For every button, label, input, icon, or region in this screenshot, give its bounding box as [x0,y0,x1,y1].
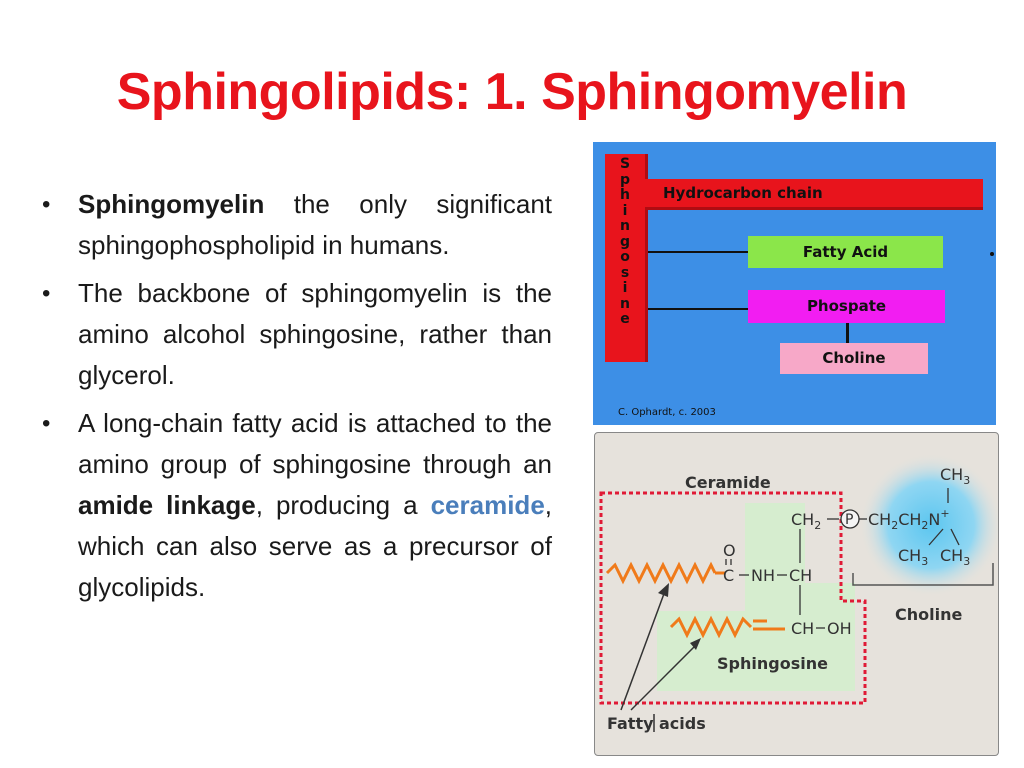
ceramide-label: Ceramide [685,473,771,492]
sphingosine-letter: s [620,264,630,281]
dot-mark [990,252,994,256]
sphingosine-letter: n [620,218,630,234]
credit-text: C. Ophardt, c. 2003 [618,407,716,418]
fatty-acid-zigzag [607,565,715,581]
bullet-1-text: the only significant sphingophospholipid in humans. [78,189,552,260]
hydrocarbon-chain-label: Hydrocarbon chain [663,184,823,202]
ch2-group: $CH_2$ [791,510,822,532]
sphingosine-letter: S [619,156,631,172]
sphingosine-letter: g [619,233,631,250]
bullet-1-term: Sphingomyelin [78,189,265,219]
ceramide-structure-diagram [594,432,999,756]
connector-line [846,323,849,343]
sphingosine-letter: i [622,202,628,219]
bullet-item-2 [36,273,552,396]
carbon-atom: C [723,566,735,585]
hydrocarbon-chain-bar [645,179,983,210]
acids-label: acids [659,714,706,733]
phosphate-p: P [845,512,854,528]
connector-line [648,308,748,310]
bullet-3-mid: , producing a [255,490,418,520]
bullet-3-pre: A long-chain fatty acid is attached to the amino group of sphingosine through an [78,408,552,479]
fatty-label: Fatty [607,714,654,733]
oxygen-atom: O [723,541,736,560]
ch3-right: $CH_3$ [940,546,971,568]
bullet-item-3 [36,403,552,608]
arrow-head [658,583,669,597]
sphingomyelin-block-diagram [593,142,996,425]
ch3-left: $CH_3$ [898,546,929,568]
page-title: Sphingolipids: 1. Sphingomyelin [116,63,908,121]
hydroxyl-group: OH [827,619,852,638]
bullet-dot: • [42,410,51,437]
choline-label: Choline [895,605,963,624]
sphingosine-letter: p [619,171,631,188]
phosphate-box: Phospate [748,290,945,323]
ch3-top: $CH_3$ [940,465,971,487]
sphingosine-letter: n [620,295,630,312]
structure-svg [595,433,998,755]
sphingosine-vertical-label [605,157,645,328]
sphingosine-letter: h [620,187,630,203]
ch-group: CH [789,566,813,585]
bullet-3-ceramide: ceramide [430,490,545,520]
connector-line [648,251,748,253]
bullet-dot: • [42,280,51,307]
bullet-2-text: The backbone of sphingomyelin is the amino alcohol sphingosine, rather than glycerol. [78,278,552,390]
bullet-item-1 [36,184,552,266]
sphingosine-label: Sphingosine [717,654,828,673]
bullet-3-amide: amide linkage [78,490,256,520]
bullet-dot: • [42,191,51,218]
sphingosine-letter: o [620,249,630,265]
nh-group: NH [751,566,775,585]
sphingosine-letter: i [622,280,628,296]
ch2ch2n-group: $CH_2CH_2N^+$ [868,507,950,532]
sphingosine-letter: e [620,311,630,327]
bullet-list [36,184,552,615]
fatty-acid-box: Fatty Acid [748,236,943,268]
choline-box: Choline [780,343,928,374]
bullet-3-post: , which can also serve as a precursor of glycolipids. [78,490,553,602]
ch-oh-ch: CH [791,619,815,638]
